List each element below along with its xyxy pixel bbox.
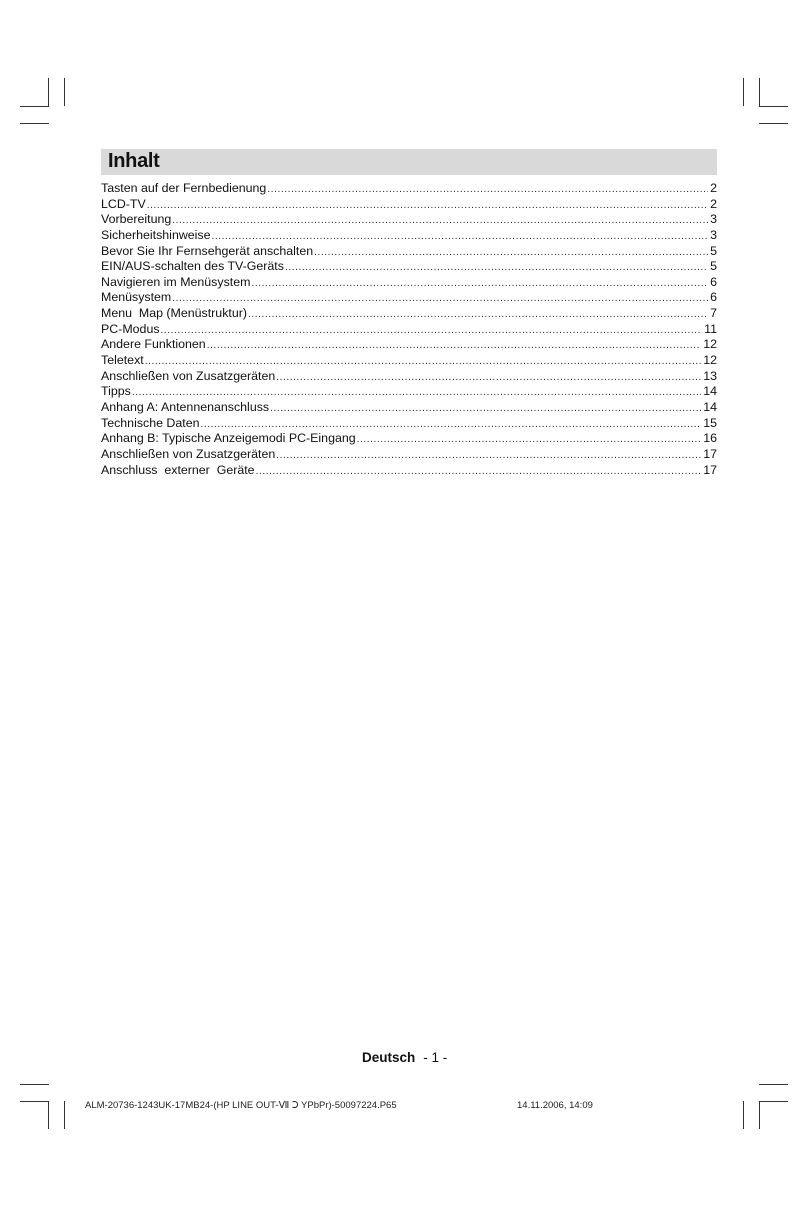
toc-entry-title: Anhang B: Typische Anzeigemodi PC-Eingang xyxy=(101,431,356,446)
toc-entry-title: Technische Daten xyxy=(101,415,200,430)
crop-mark xyxy=(20,106,49,107)
toc-leader-dots xyxy=(357,432,702,447)
toc-leader-dots xyxy=(267,182,708,197)
toc-entry[interactable] xyxy=(101,181,717,197)
toc-entry-page: 14 xyxy=(703,384,717,399)
crop-mark xyxy=(759,106,788,107)
toc-leader-dots xyxy=(132,385,701,400)
crop-mark xyxy=(743,1101,744,1129)
toc-entry-title: PC-Modus xyxy=(101,321,160,336)
toc-entry[interactable] xyxy=(101,447,717,463)
toc-entry-page: 16 xyxy=(703,431,717,446)
crop-mark xyxy=(759,1101,760,1129)
toc-leader-dots xyxy=(147,198,708,213)
toc-entry[interactable] xyxy=(101,400,717,416)
toc-entry-page: 2 xyxy=(710,196,717,211)
toc-entry-title: Anschließen von Zusatzgeräten xyxy=(101,368,276,383)
toc-entry-title: Tasten auf der Fernbedienung xyxy=(101,181,267,195)
crop-mark xyxy=(20,1084,49,1085)
toc-entry[interactable] xyxy=(101,228,717,244)
toc-entry[interactable] xyxy=(101,369,717,385)
toc-entry-page: 15 xyxy=(703,415,717,430)
crop-mark xyxy=(48,78,49,106)
toc-entry[interactable] xyxy=(101,197,717,213)
toc-entry-page: 3 xyxy=(710,227,717,242)
toc-entry-title: Anhang A: Antennenanschluss xyxy=(101,399,270,414)
toc-entry-page: 6 xyxy=(710,290,717,305)
toc-entry-title: LCD-TV xyxy=(101,196,146,211)
toc-leader-dots xyxy=(276,370,701,385)
toc-leader-dots xyxy=(251,276,708,291)
heading-bar xyxy=(101,149,717,175)
toc-entry-page: 12 xyxy=(703,337,717,352)
toc-entry-page: 12 xyxy=(703,353,717,368)
footer-page-number: - 1 - xyxy=(423,1050,448,1065)
toc-entry-page: 3 xyxy=(710,212,717,227)
toc-entry-title: Menüsystem xyxy=(101,290,172,305)
toc-entry-page: 14 xyxy=(703,399,717,414)
crop-mark xyxy=(759,78,760,106)
crop-mark xyxy=(20,1101,49,1102)
toc-entry[interactable] xyxy=(101,306,717,322)
toc-entry[interactable] xyxy=(101,463,717,479)
crop-mark xyxy=(759,1101,788,1102)
toc-entry-title: Anschließen von Zusatzgeräten xyxy=(101,446,276,461)
toc-leader-dots xyxy=(256,464,702,479)
toc-entry[interactable] xyxy=(101,244,717,260)
toc-leader-dots xyxy=(314,245,708,260)
toc-entry[interactable] xyxy=(101,431,717,447)
crop-mark xyxy=(759,1084,788,1085)
toc-entry-title: EIN/AUS-schalten des TV-Geräts xyxy=(101,259,284,274)
toc-leader-dots xyxy=(172,213,708,228)
toc-entry-page: 5 xyxy=(710,243,717,258)
toc-leader-dots xyxy=(270,401,701,416)
toc-entry-page: 11 xyxy=(704,321,717,336)
toc-entry-title: Menu Map (Menüstruktur) xyxy=(101,306,247,321)
toc-entry-page: 17 xyxy=(703,446,717,461)
toc-entry[interactable] xyxy=(101,384,717,400)
toc-entry-title: Navigieren im Menüsystem xyxy=(101,274,251,289)
toc-entry-page: 7 xyxy=(710,306,717,321)
toc-entry[interactable] xyxy=(101,290,717,306)
crop-mark xyxy=(64,1101,65,1129)
crop-mark xyxy=(64,78,65,106)
toc-entry[interactable] xyxy=(101,212,717,228)
toc-entry[interactable] xyxy=(101,275,717,291)
toc-entry-page: 13 xyxy=(703,368,717,383)
toc-entry-title: Vorbereitung xyxy=(101,212,172,227)
crop-mark xyxy=(759,123,788,124)
toc-leader-dots xyxy=(201,417,702,432)
toc-entry[interactable] xyxy=(101,353,717,369)
toc-entry-title: Andere Funktionen xyxy=(101,337,206,352)
toc-leader-dots xyxy=(172,291,708,306)
toc-entry[interactable] xyxy=(101,259,717,275)
print-slug-datetime: 14.11.2006, 14:09 xyxy=(517,1100,593,1111)
toc-entry-title: Sicherheitshinweise xyxy=(101,227,211,242)
crop-mark xyxy=(20,123,49,124)
crop-mark xyxy=(48,1101,49,1129)
page-title: Inhalt xyxy=(108,150,160,172)
toc-entry-title: Bevor Sie Ihr Fernsehgerät anschalten xyxy=(101,243,314,258)
toc-entry-page: 2 xyxy=(710,181,717,195)
page-footer xyxy=(362,1050,447,1065)
toc-entry-page: 5 xyxy=(710,259,717,274)
toc-entry-title: Anschluss externer Geräte xyxy=(101,462,255,477)
toc-leader-dots xyxy=(161,323,703,338)
print-slug-filename: ALM-20736-1243UK-17MB24-(HP LINE OUT-Ⅶ Ↄ YPbPr)-50097224.P65 xyxy=(85,1100,397,1111)
toc-entry-title: Tipps xyxy=(101,384,131,399)
toc-entry[interactable] xyxy=(101,322,717,338)
toc-entry-page: 6 xyxy=(710,274,717,289)
toc-leader-dots xyxy=(285,260,708,275)
toc-leader-dots xyxy=(145,354,702,369)
toc-leader-dots xyxy=(248,307,708,322)
toc-entry-page: 17 xyxy=(703,462,717,477)
toc-leader-dots xyxy=(207,338,701,353)
footer-language: Deutsch xyxy=(362,1050,416,1065)
table-of-contents xyxy=(101,181,717,478)
toc-entry[interactable] xyxy=(101,337,717,353)
toc-leader-dots xyxy=(212,229,709,244)
crop-mark xyxy=(743,78,744,106)
toc-entry[interactable] xyxy=(101,416,717,432)
toc-entry-title: Teletext xyxy=(101,353,144,368)
toc-leader-dots xyxy=(276,448,701,463)
